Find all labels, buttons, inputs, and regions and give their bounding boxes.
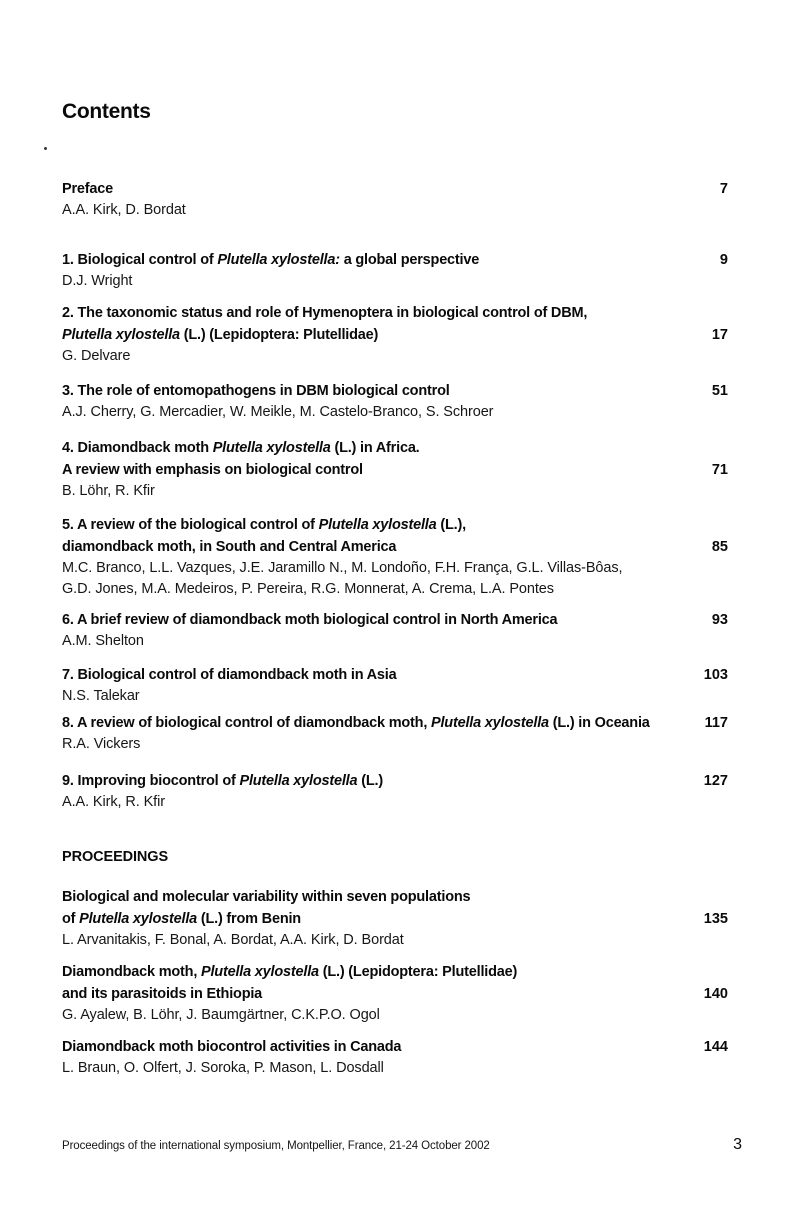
- entry-author-line: L. Arvanitakis, F. Bonal, A. Bordat, A.A. Kirk, D. Bordat: [62, 932, 404, 948]
- toc-entry-chapter-4: [62, 437, 728, 502]
- species-name-italic: Plutella xylostella: [62, 327, 180, 343]
- title-text: Biological and molecular variability within seven populations: [62, 889, 471, 905]
- entry-title-line: [62, 712, 728, 734]
- title-text: 1. Biological control of: [62, 252, 218, 268]
- entry-title-line: [62, 324, 728, 346]
- toc-content: [62, 0, 728, 1230]
- entry-page-number: 117: [704, 715, 728, 731]
- species-name-italic: Plutella xylostella: [318, 517, 437, 533]
- toc-entry-canada: [62, 1036, 728, 1079]
- toc-entry-chapter-2: [62, 302, 728, 367]
- title-text: and its parasitoids in Ethiopia: [62, 986, 263, 1002]
- entry-title-line: [62, 459, 728, 481]
- toc-entry-chapter-8: [62, 712, 728, 755]
- entry-author-line: L. Braun, O. Olfert, J. Soroka, P. Mason, L. Dosdall: [62, 1060, 384, 1076]
- entry-title-line: [62, 514, 728, 536]
- footer-text: Proceedings of the international symposium, Montpellier, France, 21-24 October 2002: [62, 1140, 490, 1152]
- entry-title-line: [62, 770, 728, 792]
- species-name-italic: Plutella xylostella: [212, 440, 331, 456]
- entry-author-line: A.A. Kirk, D. Bordat: [62, 202, 186, 218]
- entry-title-line: [62, 961, 728, 983]
- title-text: diamondback moth, in South and Central America: [62, 539, 397, 555]
- title-text: (L.) in Africa.: [330, 440, 420, 456]
- title-text: (L.) (Lepidoptera: Plutellidae): [179, 327, 379, 343]
- entry-title-line: [62, 609, 728, 631]
- scan-artifact-dot: [44, 147, 47, 150]
- title-text: 8. A review of biological control of diamondback moth,: [62, 715, 431, 731]
- entry-title-line: [62, 302, 728, 324]
- title-text: Diamondback moth biocontrol activities in Canada: [62, 1039, 402, 1055]
- entry-page-number: 144: [703, 1039, 728, 1055]
- species-name-italic: Plutella xylostella:: [217, 252, 340, 268]
- title-text: 3. The role of entomopathogens in DBM biological control: [62, 383, 450, 399]
- title-text: 6. A brief review of diamondback moth biological control in North America: [62, 612, 558, 628]
- entry-title-line: [62, 380, 728, 402]
- entry-title-line: [62, 536, 728, 558]
- title-text: (L.): [357, 773, 383, 789]
- entry-page-number: 71: [711, 462, 728, 478]
- entry-title-line: [62, 437, 728, 459]
- entry-title-line: [62, 249, 728, 271]
- entry-author-line: G.D. Jones, M.A. Medeiros, P. Pereira, R.G. Monnerat, A. Crema, L.A. Pontes: [62, 581, 554, 597]
- entry-page-number: 135: [703, 911, 728, 927]
- toc-entry-chapter-3: [62, 380, 728, 423]
- entry-author-line: A.M. Shelton: [62, 633, 144, 649]
- title-text: 2. The taxonomic status and role of Hymenoptera in biological control of DBM,: [62, 305, 588, 321]
- species-name-italic: Plutella xylostella: [431, 715, 549, 731]
- toc-entry-chapter-7: [62, 664, 728, 707]
- entry-author-line: M.C. Branco, L.L. Vazques, J.E. Jaramillo N., M. Londoño, F.H. França, G.L. Villas-Bôas,: [62, 560, 623, 576]
- title-text: 9. Improving biocontrol of: [62, 773, 240, 789]
- title-text: (L.) from Benin: [197, 911, 301, 927]
- toc-entry-chapter-5: [62, 514, 728, 600]
- entry-page-number: 9: [719, 252, 728, 268]
- title-text: 7. Biological control of diamondback moth in Asia: [62, 667, 397, 683]
- entry-page-number: 17: [711, 327, 728, 343]
- entry-page-number: 51: [711, 383, 728, 399]
- entry-author-line: A.A. Kirk, R. Kfir: [62, 794, 165, 810]
- entry-title-line: [62, 664, 728, 686]
- species-name-italic: Plutella xylostella: [201, 964, 319, 980]
- title-text: (L.) (Lepidoptera: Plutellidae): [318, 964, 518, 980]
- title-text: (L.) in Oceania: [548, 715, 650, 731]
- species-name-italic: Plutella xylostella: [79, 911, 198, 927]
- title-text: Preface: [62, 181, 113, 197]
- page-title: Contents: [62, 100, 151, 123]
- toc-entry-chapter-9: [62, 770, 728, 813]
- entry-author-line: N.S. Talekar: [62, 688, 140, 704]
- title-text: 5. A review of the biological control of: [62, 517, 319, 533]
- title-text: A review with emphasis on biological control: [62, 462, 363, 478]
- title-text: a global perspective: [339, 252, 480, 268]
- toc-entry-preface: [62, 178, 728, 221]
- proceedings-section-heading: PROCEEDINGS: [62, 849, 169, 865]
- entry-title-line: [62, 983, 728, 1005]
- entry-author-line: G. Delvare: [62, 348, 131, 364]
- toc-entry-chapter-6: [62, 609, 728, 652]
- title-text: (L.),: [436, 517, 466, 533]
- title-text: of: [62, 911, 80, 927]
- entry-page-number: 127: [703, 773, 728, 789]
- entry-page-number: 140: [703, 986, 728, 1002]
- entry-title-line: [62, 908, 728, 930]
- footer-page-number: 3: [733, 1136, 742, 1153]
- entry-title-line: [62, 1036, 728, 1058]
- entry-title-line: [62, 886, 728, 908]
- entry-page-number: 85: [711, 539, 728, 555]
- title-text: 4. Diamondback moth: [62, 440, 213, 456]
- title-text: Diamondback moth,: [62, 964, 201, 980]
- entry-page-number: 103: [703, 667, 728, 683]
- page-footer: [62, 1136, 742, 1154]
- entry-title-line: [62, 178, 728, 200]
- entry-author-line: A.J. Cherry, G. Mercadier, W. Meikle, M. Castelo-Branco, S. Schroer: [62, 404, 494, 420]
- toc-entry-chapter-1: [62, 249, 728, 292]
- entry-page-number: 7: [719, 181, 728, 197]
- species-name-italic: Plutella xylostella: [239, 773, 358, 789]
- entry-author-line: D.J. Wright: [62, 273, 133, 289]
- entry-author-line: G. Ayalew, B. Löhr, J. Baumgärtner, C.K.P.O. Ogol: [62, 1007, 380, 1023]
- entry-page-number: 93: [711, 612, 728, 628]
- entry-author-line: B. Löhr, R. Kfir: [62, 483, 155, 499]
- toc-entry-benin: [62, 886, 728, 951]
- toc-entry-ethiopia: [62, 961, 728, 1026]
- entry-author-line: R.A. Vickers: [62, 736, 141, 752]
